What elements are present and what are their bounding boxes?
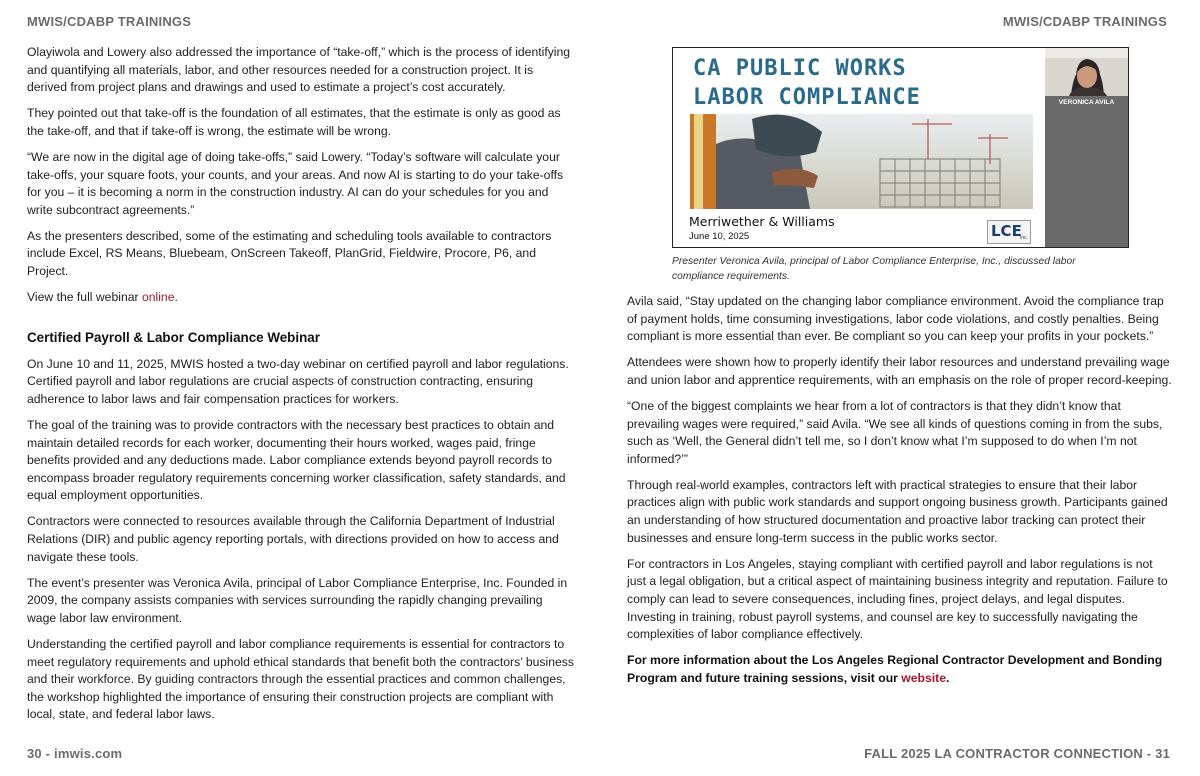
slide-title-line1: CA PUBLIC WORKS: [693, 56, 907, 81]
page-header-left: MWIS/CDABP TRAININGS: [27, 14, 192, 29]
text: View the full webinar: [27, 290, 142, 305]
page-footer-left: 30 - imwis.com: [27, 746, 123, 761]
page-footer-right: FALL 2025 LA CONTRACTOR CONNECTION - 31: [864, 746, 1170, 761]
company-name: Merriwether & Williams: [689, 214, 835, 229]
presenter-video: [1045, 48, 1128, 96]
website-link[interactable]: website: [901, 670, 946, 685]
slide-date: June 10, 2025: [689, 231, 750, 242]
online-link[interactable]: online: [141, 290, 175, 305]
text: .: [174, 290, 178, 305]
paragraph: Understanding the certified payroll and labor compliance requirements is essential for contractors to meet regulatory requirements and uphold ethical standards that benefit both the contractors’ business and their workforce. By guiding contractors through the essential practices and common challenges, the workshop highlighted the importance of ensuring their construction projects are compliant with local, state, and federal labor laws.: [27, 637, 574, 722]
lce-logo-suffix: inc.: [1020, 235, 1028, 241]
presenter-name-label: VERONICA AVILA: [1058, 99, 1115, 106]
webinar-screenshot: [672, 47, 1129, 248]
paragraph-webinar-link: [27, 289, 575, 307]
text: .: [946, 670, 950, 685]
page-header-right: MWIS/CDABP TRAININGS: [1002, 14, 1167, 29]
slide-title-line2: LABOR COMPLIANCE: [693, 85, 921, 110]
construction-image: [690, 114, 1033, 209]
paragraph: The event’s presenter was Veronica Avila, principal of Labor Compliance Enterprise, Inc. Founded in 2009, the company assists companies with services surrounding the rapidly changing prevailing wage labor law environment.: [27, 575, 568, 625]
lce-logo: [987, 220, 1031, 244]
video-sidebar: [1045, 48, 1128, 247]
paragraph: On June 10 and 11, 2025, MWIS hosted a two-day webinar on certified payroll and labor regulations. Certified payroll and labor regulations are crucial aspects of construction contracting, ensuring adherence to labor laws and fair compensation practices for workers.: [27, 356, 569, 406]
section-title: Certified Payroll & Labor Compliance Webinar: [27, 329, 320, 345]
photo-caption: Presenter Veronica Avila, principal of Labor Compliance Enterprise, Inc., discussed labor compliance requirements.: [672, 256, 1076, 283]
paragraph: Through real-world examples, contractors left with practical strategies to ensure that their labor practices align with public work standards and support ongoing business growth. Participants gained an understanding of how structured documentation and proactive labor tracking can protect their businesses and ensure long-term success in the public works sector.: [627, 477, 1168, 545]
paragraph: Contractors were connected to resources available through the California Department of Industrial Relations (DIR) and public agency reporting portals, with directions provided on how to access and navigate these tools.: [27, 514, 559, 564]
paragraph: “We are now in the digital age of doing take-offs,” said Lowery. “Today’s software will calculate your take-offs, your square foots, your counts, and your areas. And now AI is starting to do your take-offs for you – it is becoming a norm in the construction industry. AI can do your schedules for you and write subcontract agreements.”: [27, 149, 564, 217]
paragraph: Avila said, “Stay updated on the changing labor compliance environment. Avoid the compliance trap of payment holds, time consuming investigations, labor code violations, and costly penalties. Being compliant is more essential than ever. Be compliant so you can keep your profits in your pockets.”: [627, 294, 1164, 344]
construction-worker-illustration: [690, 114, 1033, 209]
paragraph: As the presenters described, some of the estimating and scheduling tools available to contractors include Excel, RS Means, Bluebeam, OnScreen Takeoff, PlanGrid, Fieldwire, Procore, P6, and Project.: [27, 228, 552, 279]
presenter-avatar: [1045, 48, 1128, 96]
paragraph: The goal of the training was to provide contractors with the necessary best practices to obtain and maintain detailed records for each worker, documenting their hours worked, wages paid, fringe benefits provided and any deductions made. Labor compliance extends beyond payroll records to encompass broader regulatory requirements concerning worker classification, safety standards, and equal employment opportunities.: [27, 418, 566, 503]
paragraph: Olayiwola and Lowery also addressed the importance of “take-off,” which is the process of identifying and quantifying all materials, labor, and other resources needed for a construction project. It is derived from project plans and drawings and used to estimate a project’s cost accurately.: [27, 45, 571, 95]
paragraph: They pointed out that take-off is the foundation of all estimates, that the estimate is only as good as the take-off, and that if take-off is wrong, the estimate will be wrong.: [27, 106, 561, 138]
paragraph: “One of the biggest complaints we hear from a lot of contractors is that they didn’t know that prevailing wages were required,” said Avila. “We see all kinds of questions coming in from the subs, such as ‘Well, the General didn’t tell me, so I don’t know what I’m supposed to do when I’m not informed?’”: [627, 398, 1163, 466]
paragraph-more-info: [627, 652, 1174, 687]
right-column: [627, 293, 1174, 696]
lce-logo-text: LCE: [991, 222, 1022, 240]
paragraph: Attendees were shown how to properly identify their labor resources and understand prevailing wage and union labor and apprentice requirements, with an emphasis on the role of proper record-keeping.: [627, 355, 1172, 387]
presentation-slide: [673, 48, 1045, 247]
paragraph: For contractors in Los Angeles, staying compliant with certified payroll and labor regulations is not just a legal obligation, but a critical aspect of maintaining business integrity and reputation. Failure to comply can lead to severe consequences, including fines, project delays, and legal disputes. Investing in training, robust payroll systems, and counsel are key to successfully navigating the complexities of labor compliance effectively.: [627, 556, 1168, 642]
text: For more information about the Los Angeles Regional Contractor Development and Bonding Program and future training sessions, visit our: [627, 653, 1163, 685]
left-column: [27, 44, 575, 733]
